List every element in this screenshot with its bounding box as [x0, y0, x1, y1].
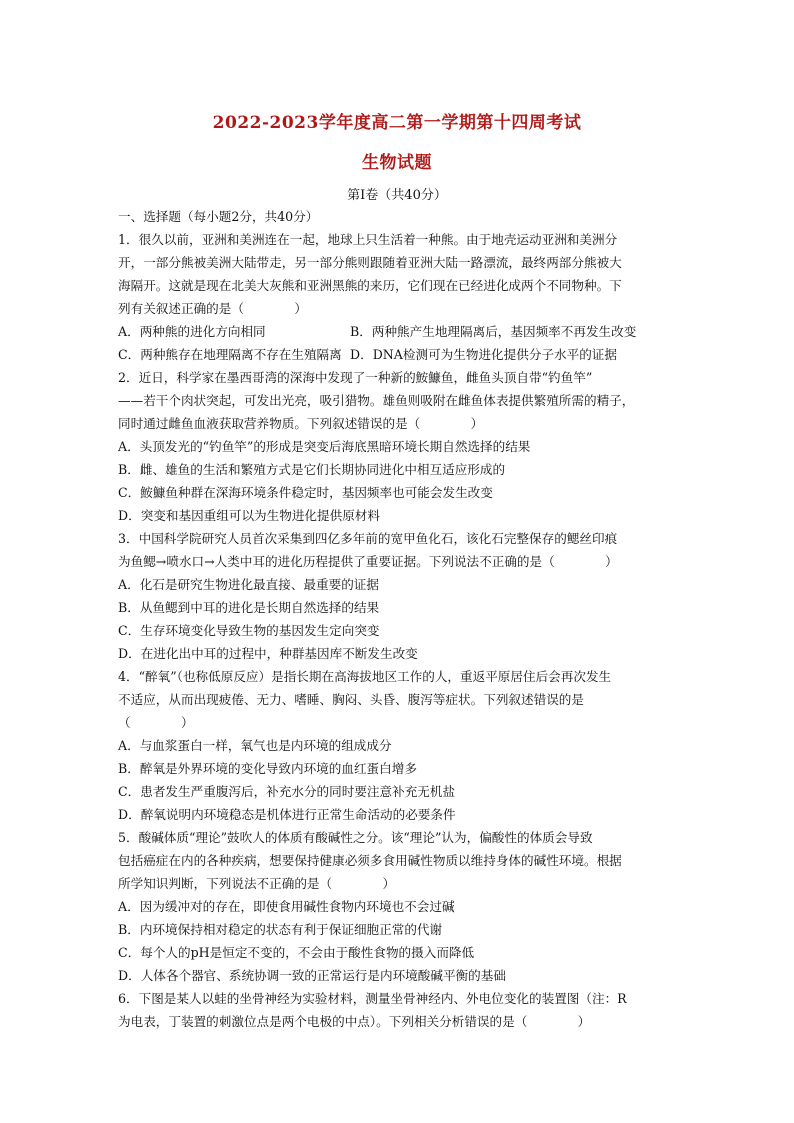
question-text-line: 6．下图是某人以蛙的坐骨神经为实验材料，测量坐骨神经内、外电位变化的装置图（注：R [118, 991, 627, 1006]
question-text-line: 所学知识判断，下列说法不正确的是（ ） [118, 876, 396, 891]
option-b[interactable]: B．从鱼鳃到中耳的进化是长期自然选择的结果 [118, 600, 380, 615]
question-text-line: 5．酸碱体质“理论”鼓吹人的体质有酸碱性之分。该“理论”认为，偏酸性的体质会导致 [118, 830, 593, 845]
option-a[interactable]: A．与血浆蛋白一样，氧气也是内环境的组成成分 [118, 738, 392, 753]
question-text-line: 为鱼鳃→喷水口→人类中耳的进化历程提供了重要证据。下列说法不正确的是（ ） [118, 554, 618, 569]
question-text-line: ——若干个肉状突起，可发出光亮，吸引猎物。雄鱼则吸附在雌鱼体表提供繁殖所需的精子， [118, 393, 635, 408]
question-1 [118, 228, 678, 366]
question-text-line: 2．近日，科学家在墨西哥湾的深海中发现了一种新的鮟鱇鱼，雌鱼头顶自带“钓鱼竿” [118, 370, 593, 385]
exam-title: 2022-2023学年度高二第一学期第十四周考试 [212, 113, 582, 133]
part-heading: 第Ⅰ卷（共40分） [347, 188, 447, 203]
option-d[interactable]: D．在进化出中耳的过程中，种群基因库不断发生改变 [118, 646, 418, 661]
option-a[interactable]: A．头顶发光的“钓鱼竿”的形成是突变后海底黑暗环境长期自然选择的结果 [118, 439, 531, 454]
option-b[interactable]: B．雌、雄鱼的生活和繁殖方式是它们长期协同进化中相互适应形成的 [118, 462, 506, 477]
question-5 [118, 826, 678, 987]
option-a[interactable]: A．两种熊的进化方向相同 [118, 324, 266, 339]
question-6 [118, 987, 678, 1033]
subject-title: 生物试题 [362, 153, 432, 173]
option-d[interactable]: D．突变和基因重组可以为生物进化提供原材料 [118, 508, 380, 523]
option-c[interactable]: C．患者发生严重腹泻后，补充水分的同时要注意补充无机盐 [118, 784, 456, 799]
question-3 [118, 527, 678, 665]
question-text-line: 3．中国科学院研究人员首次采集到四亿多年前的宽甲鱼化石，该化石完整保存的鳃丝印痕 [118, 531, 618, 546]
question-4 [118, 665, 678, 826]
option-row [118, 320, 678, 343]
option-b[interactable]: B．两种熊产生地理隔离后，基因频率不再发生改变 [350, 324, 637, 339]
question-text-line: 包括癌症在内的各种疾病，想要保持健康必须多食用碱性物质以维持身体的碱性环境。根据 [118, 853, 622, 868]
question-text-line: 1．很久以前，亚洲和美洲连在一起，地球上只生活着一种熊。由于地壳运动亚洲和美洲分 [118, 232, 618, 247]
question-text-line: 同时通过雌鱼血液获取营养物质。下列叙述错误的是（ ） [118, 416, 484, 431]
option-d[interactable]: D．DNA检测可为生物进化提供分子水平的证据 [350, 347, 617, 362]
question-text-line: 为电表，丁装置的刺激位点是两个电极的中点）。下列相关分析错误的是（ ） [118, 1014, 591, 1029]
option-c[interactable]: C．鮟鱇鱼种群在深海环境条件稳定时，基因频率也可能会发生改变 [118, 485, 493, 500]
option-c[interactable]: C．每个人的pH是恒定不变的，不会由于酸性食物的摄入而降低 [118, 945, 475, 960]
question-2 [118, 366, 678, 527]
question-text-line: （ ） [118, 715, 194, 730]
question-text-line: 列有关叙述正确的是（ ） [118, 301, 307, 316]
option-c[interactable]: C．生存环境变化导致生物的基因发生定向突变 [118, 623, 380, 638]
question-text-line: 4．“醉氧”（也称低原反应）是指长期在高海拔地区工作的人，重返平原居住后会再次发生 [118, 669, 612, 684]
option-d[interactable]: D．人体各个器官、系统协调一致的正常运行是内环境酸碱平衡的基础 [118, 968, 506, 983]
option-c[interactable]: C．两种熊存在地理隔离不存在生殖隔离 [118, 347, 342, 362]
option-a[interactable]: A．因为缓冲对的存在，即使食用碱性食物内环境也不会过碱 [118, 899, 455, 914]
question-text-line: 海隔开。这就是现在北美大灰熊和亚洲黑熊的来历，它们现在已经进化成两个不同物种。下 [118, 278, 622, 293]
question-text-line: 开，一部分熊被美洲大陆带走，另一部分熊则跟随着亚洲大陆一路漂流，最终两部分熊被大 [118, 255, 622, 270]
option-row [118, 343, 678, 366]
option-b[interactable]: B．醉氧是外界环境的变化导致内环境的血红蛋白增多 [118, 761, 417, 776]
option-d[interactable]: D．醉氧说明内环境稳态是机体进行正常生命活动的必要条件 [118, 807, 456, 822]
option-a[interactable]: A．化石是研究生物进化最直接、最重要的证据 [118, 577, 379, 592]
section-heading: 一、选择题（每小题2分，共40分） [118, 209, 319, 224]
option-b[interactable]: B．内环境保持相对稳定的状态有利于保证细胞正常的代谢 [118, 922, 443, 937]
exam-content [118, 205, 678, 1033]
question-text-line: 不适应，从而出现疲倦、无力、嗜睡、胸闷、头昏、腹泻等症状。下列叙述错误的是 [118, 692, 584, 707]
